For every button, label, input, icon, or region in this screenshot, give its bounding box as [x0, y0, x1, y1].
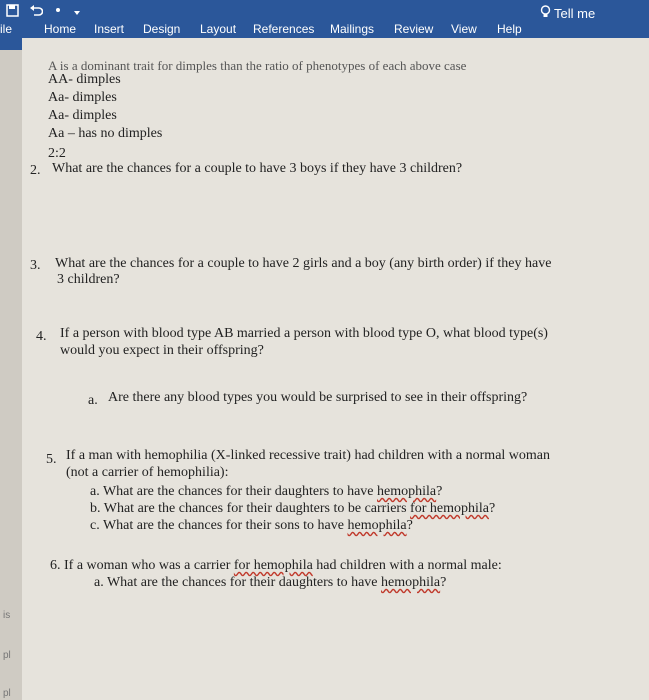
spelling-error-word[interactable]: hemophila [377, 484, 437, 499]
question-mark: ? [436, 484, 443, 499]
tell-me-label: Tell me [554, 5, 596, 21]
genotype-line: AA- dimples [48, 72, 121, 87]
lightbulb-icon [540, 5, 551, 21]
tab-mailings[interactable]: Mailings [330, 22, 375, 36]
question-5b [90, 501, 495, 517]
spelling-error-word[interactable]: hemophila [381, 575, 441, 590]
question-5c-number: c. [90, 518, 100, 533]
gutter-mark: is [3, 610, 11, 621]
question-5c-text: What are the chances for their sons to have [102, 518, 348, 533]
question-6a [94, 575, 446, 591]
spelling-error-word[interactable]: for hemophila [410, 501, 489, 516]
gutter-mark: pl [3, 688, 11, 699]
question-4a-text: Are there any blood types you would be surprised to see in their offspring? [108, 390, 528, 405]
redo-icon[interactable] [53, 4, 63, 20]
question-5-line1: If a man with hemophilia (X-linked recessive trait) had children with a normal woman [66, 448, 551, 463]
question-5b-number: b. [90, 501, 101, 516]
undo-icon[interactable] [29, 4, 43, 20]
question-5-number: 5. [46, 452, 57, 467]
question-6-number: 6. [50, 558, 61, 573]
tab-help[interactable]: Help [497, 22, 522, 36]
question-4-line1: If a person with blood type AB married a person with blood type O, what blood type(s) [60, 326, 548, 341]
question-3-number: 3. [30, 258, 41, 273]
question-mark: ? [488, 501, 496, 516]
question-3-line2: 3 children? [57, 272, 120, 287]
tab-design[interactable]: Design [143, 22, 181, 36]
ratio-text: 2:2 [48, 146, 66, 161]
question-5-line2: (not a carrier of hemophilia): [66, 465, 229, 480]
genotype-line: Aa- dimples [48, 90, 117, 105]
spelling-error-word[interactable]: hemophila [347, 518, 407, 533]
question-6-text: If a woman who was a carrier [64, 558, 234, 573]
customize-icon[interactable] [73, 4, 81, 20]
spelling-error-word[interactable]: for hemophila [233, 558, 313, 573]
question-5c [90, 518, 413, 534]
tab-view[interactable]: View [451, 22, 477, 36]
tab-references[interactable]: References [253, 22, 315, 36]
question-4-number: 4. [36, 329, 47, 344]
question-5a [90, 484, 442, 500]
tab-review[interactable]: Review [394, 22, 434, 36]
tab-insert[interactable]: Insert [94, 22, 125, 36]
intro-text: A is a dominant trait for dimples than the ratio of phenotypes of each above case [48, 58, 467, 73]
question-2-text: What are the chances for a couple to have 3 boys if they have 3 children? [52, 161, 463, 176]
document-page[interactable] [22, 38, 649, 700]
question-6a-text: What are the chances for their daughters to have [106, 575, 382, 590]
genotype-line: Aa- dimples [48, 108, 117, 123]
question-6-text-end: had children with a normal male: [312, 558, 502, 573]
question-6a-number: a. [94, 575, 104, 590]
question-2-number: 2. [30, 163, 41, 178]
question-mark: ? [406, 518, 413, 533]
tell-me-search[interactable] [540, 5, 595, 21]
question-mark: ? [440, 575, 447, 590]
question-5a-text: What are the chances for their daughters to have [102, 484, 378, 499]
genotype-line: Aa – has no dimples [48, 126, 163, 141]
question-5b-text: What are the chances for their daughters to be carriers [103, 501, 411, 516]
question-4-line2: would you expect in their offspring? [60, 343, 264, 358]
question-6 [50, 558, 502, 574]
question-5a-number: a. [90, 484, 100, 499]
tab-layout[interactable]: Layout [200, 22, 237, 36]
quick-access-toolbar [6, 4, 81, 20]
tab-file[interactable]: ile [0, 22, 13, 36]
tab-home[interactable]: Home [44, 22, 77, 36]
gutter-mark: pl [3, 650, 11, 661]
question-3-line1: What are the chances for a couple to have 2 girls and a boy (any birth order) if they have [55, 256, 552, 271]
save-icon[interactable] [6, 4, 19, 20]
navigation-gutter [0, 50, 23, 700]
question-4a-number: a. [88, 393, 98, 408]
